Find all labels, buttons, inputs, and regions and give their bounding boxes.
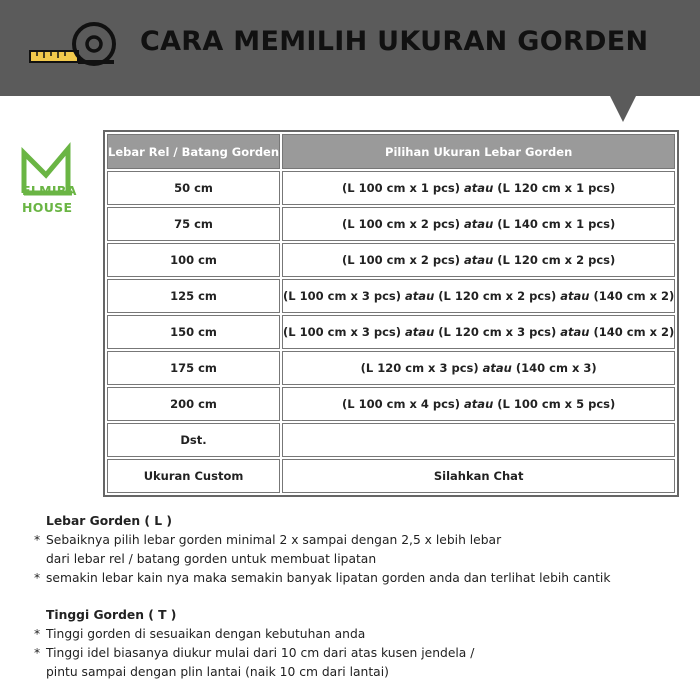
option-separator: atau	[560, 289, 590, 303]
option-separator: atau	[560, 325, 590, 339]
notes-lebar-list	[34, 531, 674, 588]
note-text: pintu sampai dengan plin lantai (naik 10 cm dari lantai)	[46, 665, 389, 679]
banner-pointer	[610, 96, 636, 122]
size-options-cell	[282, 387, 675, 421]
rel-width-cell: 175 cm	[107, 351, 280, 385]
size-option: (L 120 cm x 2 pcs)	[497, 253, 616, 267]
size-options-cell	[282, 315, 675, 349]
option-separator: atau	[464, 181, 494, 195]
table-header-row	[107, 134, 675, 169]
page-title: CARA MEMILIH UKURAN GORDEN	[140, 26, 649, 57]
rel-width-cell: 50 cm	[107, 171, 280, 205]
size-option: (L 100 cm x 3 pcs)	[283, 325, 402, 339]
size-table	[103, 130, 679, 497]
size-option: (140 cm x 2)	[593, 325, 675, 339]
note-line	[34, 663, 674, 682]
notes-tinggi-list	[34, 625, 674, 682]
note-text: Sebaiknya pilih lebar gorden minimal 2 x sampai dengan 2,5 x lebih lebar	[46, 533, 502, 547]
note-line	[34, 569, 674, 588]
size-option: Silahkan Chat	[433, 469, 524, 483]
rel-width-cell: Dst.	[107, 423, 280, 457]
option-separator: atau	[482, 361, 512, 375]
notes-lebar-title: Lebar Gorden ( L )	[46, 514, 173, 528]
note-text: semakin lebar kain nya maka semakin banyak lipatan gorden anda dan terlihat lebih cantik	[46, 571, 611, 585]
brand-name	[22, 182, 82, 216]
bullet-star: *	[34, 571, 41, 585]
option-separator: atau	[464, 397, 494, 411]
column-header-options: Pilihan Ukuran Lebar Gorden	[282, 134, 675, 169]
notes-tinggi-title: Tinggi Gorden ( T )	[46, 608, 177, 622]
note-text: Tinggi idel biasanya diukur mulai dari 10 cm dari atas kusen jendela /	[46, 646, 475, 660]
note-text: dari lebar rel / batang gorden untuk membuat lipatan	[46, 552, 377, 566]
size-option: (L 100 cm x 1 pcs)	[342, 181, 461, 195]
table-row	[107, 387, 675, 421]
size-options-cell	[282, 279, 675, 313]
rel-width-cell: Ukuran Custom	[107, 459, 280, 493]
note-line	[34, 531, 674, 550]
notes-section	[34, 512, 674, 682]
rel-width-cell: 200 cm	[107, 387, 280, 421]
size-option: (L 100 cm x 5 pcs)	[497, 397, 616, 411]
bullet-star: *	[34, 533, 41, 547]
size-option: (L 100 cm x 4 pcs)	[342, 397, 461, 411]
size-option: (140 cm x 3)	[515, 361, 597, 375]
brand-line-2: HOUSE	[22, 200, 73, 215]
size-option: (L 100 cm x 2 pcs)	[342, 253, 461, 267]
rel-width-cell: 150 cm	[107, 315, 280, 349]
table-row	[107, 243, 675, 277]
table-body	[107, 171, 675, 493]
note-line	[34, 625, 674, 644]
size-options-cell	[282, 171, 675, 205]
option-separator: atau	[464, 217, 494, 231]
table-row	[107, 423, 675, 457]
option-separator: atau	[405, 289, 435, 303]
size-option: (L 120 cm x 2 pcs)	[438, 289, 557, 303]
column-header-rel: Lebar Rel / Batang Gorden	[107, 134, 280, 169]
table-row	[107, 171, 675, 205]
size-option: (L 120 cm x 3 pcs)	[360, 361, 479, 375]
size-option: (L 100 cm x 3 pcs)	[283, 289, 402, 303]
table-row	[107, 459, 675, 493]
bullet-star: *	[34, 646, 41, 660]
rel-width-cell: 75 cm	[107, 207, 280, 241]
option-separator: atau	[464, 253, 494, 267]
size-option: (L 120 cm x 1 pcs)	[497, 181, 616, 195]
note-text: Tinggi gorden di sesuaikan dengan kebutuhan anda	[46, 627, 366, 641]
note-line	[34, 550, 674, 569]
table-row	[107, 279, 675, 313]
size-option: (L 100 cm x 2 pcs)	[342, 217, 461, 231]
size-options-cell	[282, 207, 675, 241]
rel-width-cell: 100 cm	[107, 243, 280, 277]
size-options-cell	[282, 459, 675, 493]
size-options-cell	[282, 243, 675, 277]
size-options-cell	[282, 423, 675, 457]
measuring-tape-icon	[28, 22, 118, 72]
bullet-star: *	[34, 627, 41, 641]
option-separator: atau	[405, 325, 435, 339]
rel-width-cell: 125 cm	[107, 279, 280, 313]
table-row	[107, 351, 675, 385]
size-options-cell	[282, 351, 675, 385]
size-option: (L 140 cm x 1 pcs)	[497, 217, 616, 231]
brand-line-1: ELMIRA	[22, 183, 77, 198]
table-row	[107, 315, 675, 349]
note-line	[34, 644, 674, 663]
size-option: (140 cm x 2)	[593, 289, 675, 303]
size-option: (L 120 cm x 3 pcs)	[438, 325, 557, 339]
table-row	[107, 207, 675, 241]
